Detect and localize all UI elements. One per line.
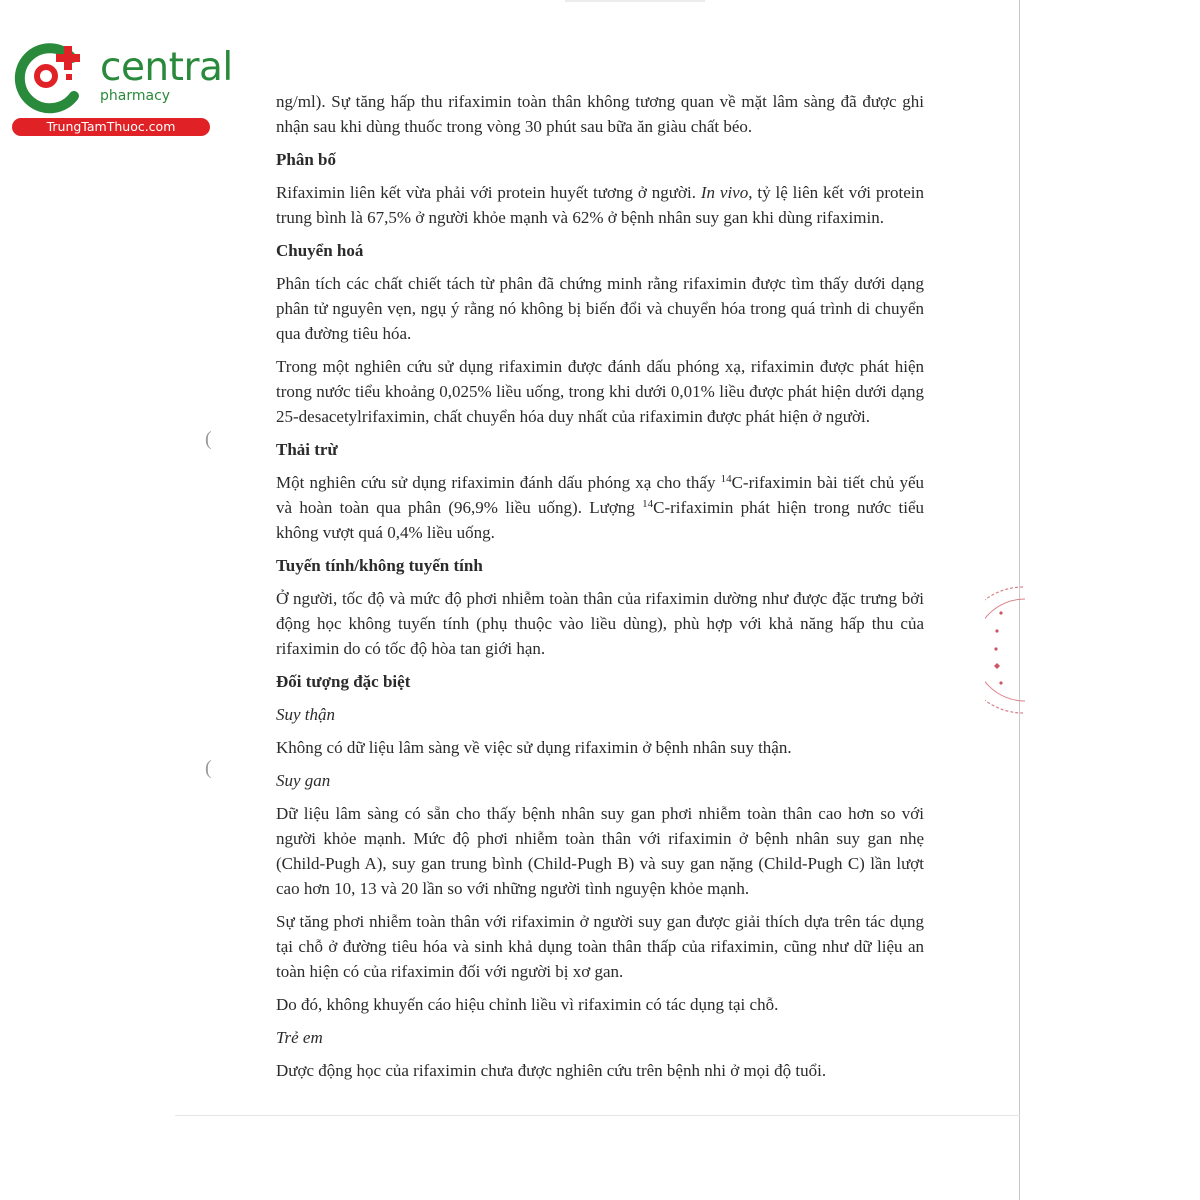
logo-banner: TrungTamThuoc.com (12, 118, 210, 136)
logo-sub: pharmacy (100, 88, 171, 104)
central-pharmacy-logo[interactable] (10, 38, 233, 138)
superscript: 14 (642, 498, 654, 510)
italic-term: In vivo (700, 183, 749, 202)
heading-chuyen-hoa: Chuyển hoá (276, 241, 364, 260)
heading-thai-tru: Thải trừ (276, 440, 338, 459)
subheading-suy-gan: Suy gan (276, 771, 331, 790)
red-seal-stamp (985, 585, 1025, 715)
paragraph: Không có dữ liệu lâm sàng về việc sử dụng rifaximin ở bệnh nhân suy thận. (276, 738, 792, 757)
paragraph: Phân tích các chất chiết tách từ phân đã chứng minh rằng rifaximin được tìm thấy dưới dạng phân tử nguyên vẹn, ngụ ý rằng nó không bị biến đổi và chuyển hóa trong quá trình di chuyển qua đường tiêu hóa. (276, 274, 924, 343)
subheading-suy-than: Suy thận (276, 705, 336, 724)
paragraph: Sự tăng phơi nhiễm toàn thân với rifaximin ở người suy gan được giải thích dựa trên tác dụng tại chỗ ở đường tiêu hóa và sinh khả dụng toàn thân thấp của rifaximin, cũng như dữ liệu an toàn hiện có của rifaximin đối với người bị xơ gan. (276, 912, 924, 981)
document-body (276, 89, 924, 1091)
superscript: 14 (720, 473, 732, 485)
paragraph: Dược động học của rifaximin chưa được nghiên cứu trên bệnh nhi ở mọi độ tuổi. (276, 1061, 827, 1080)
page-bottom-line (175, 1115, 1020, 1116)
scan-margin-mark: ( (205, 428, 212, 450)
scan-margin-mark: ( (205, 757, 212, 779)
paragraph: ng/ml). Sự tăng hấp thu rifaximin toàn thân không tương quan về mặt lâm sàng đã được ghi nhận sau khi dùng thuốc trong vòng 30 phút sau bữa ăn giàu chất béo. (276, 92, 924, 136)
paragraph: Do đó, không khuyến cáo hiệu chỉnh liều vì rifaximin có tác dụng tại chỗ. (276, 995, 779, 1014)
paragraph: Ở người, tốc độ và mức độ phơi nhiễm toàn thân của rifaximin dường như được đặc trưng bởi động học không tuyến tính (phụ thuộc vào liều dùng), phù hợp với khả năng hấp thu của rifaximin do có tốc độ hòa tan giới hạn. (276, 589, 924, 658)
paragraph: Dữ liệu lâm sàng có sẵn cho thấy bệnh nhân suy gan phơi nhiễm toàn thân cao hơn so với người khỏe mạnh. Mức độ phơi nhiễm toàn thân với rifaximin ở bệnh nhân suy gan nhẹ (Child-Pugh A), suy gan trung bình (Child-Pugh B) và suy gan nặng (Child-Pugh C) lần lượt cao hơn 10, 13 và 20 lần so với những người tình nguyện khỏe mạnh. (276, 804, 924, 898)
subheading-tre-em: Trẻ em (276, 1028, 323, 1047)
heading-tuyen-tinh: Tuyến tính/không tuyến tính (276, 556, 483, 575)
paragraph: Một nghiên cứu sử dụng rifaximin đánh dấu phóng xạ cho thấy $^{14}$C-rifaximin bài tiết chủ yếu và hoàn toàn qua phân (96,9% liều uống). Lượng $^{14}$C-rifaximin phát hiện trong nước tiểu không vượt quá 0,4% liều uống. (276, 473, 924, 542)
paragraph: Rifaximin liên kết vừa phải với protein huyết tương ở người. In vivo, tỷ lệ liên kết với protein trung bình là 67,5% ở người khỏe mạnh và 62% ở bệnh nhân suy gan khi dùng rifaximin. (276, 183, 924, 227)
paragraph: Trong một nghiên cứu sử dụng rifaximin được đánh dấu phóng xạ, rifaximin được phát hiện trong nước tiểu khoảng 0,025% liều uống, trong khi dưới 0,01% liều được phát hiện dưới dạng 25-desacetylrifaximin, chất chuyển hóa duy nhất của rifaximin được phát hiện ở người. (276, 357, 924, 426)
pharmacy-cross-icon (10, 38, 90, 118)
heading-phan-bo: Phân bố (276, 150, 336, 169)
scan-top-mark (565, 0, 705, 2)
logo-brand: central (100, 45, 233, 90)
heading-doi-tuong-dac-biet: Đối tượng đặc biệt (276, 672, 411, 691)
